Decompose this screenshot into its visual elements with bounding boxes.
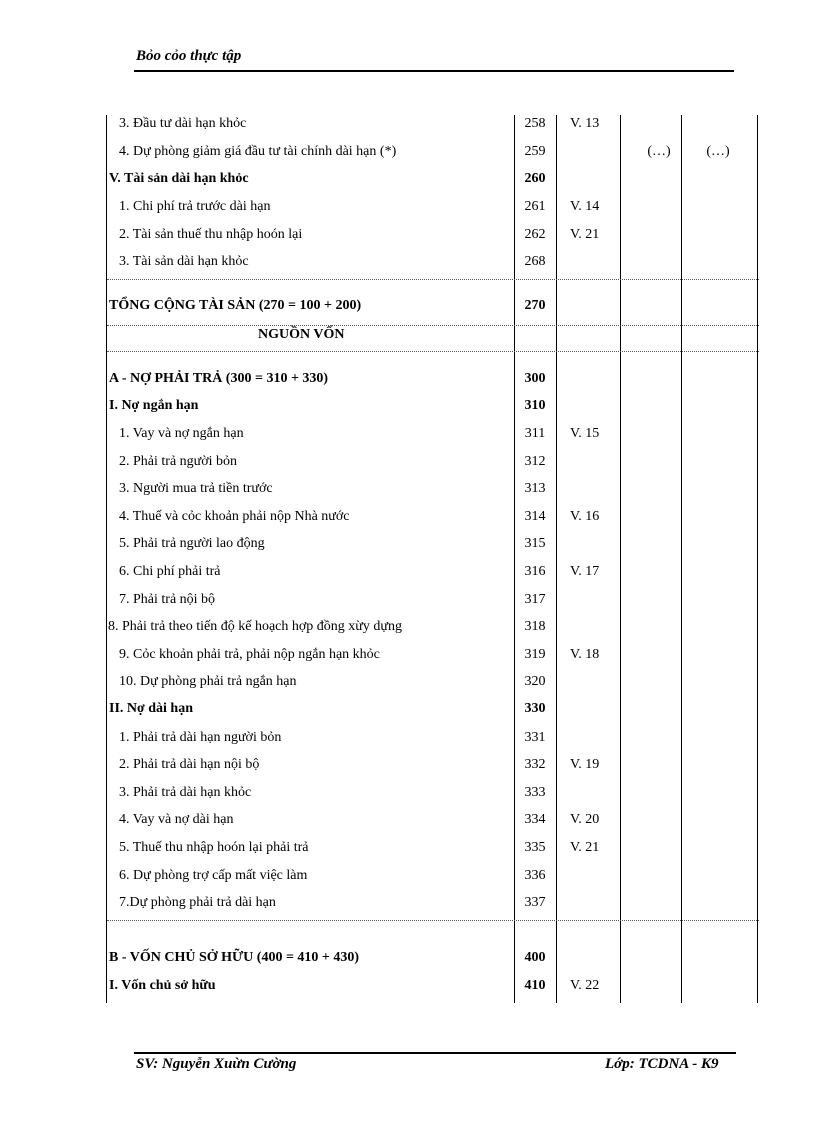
item-note: V. 17 bbox=[570, 564, 600, 579]
item-name: 3. Người mua trả tiền trước bbox=[119, 481, 273, 496]
item-code: 261 bbox=[524, 199, 546, 214]
item-name: 6. Dự phòng trợ cấp mất việc làm bbox=[119, 868, 308, 883]
item-note: V. 19 bbox=[570, 757, 600, 772]
table-row bbox=[0, 837, 816, 859]
item-code: 312 bbox=[524, 454, 546, 469]
section-heading: NGUỒN VỐN bbox=[258, 327, 345, 342]
item-code: 313 bbox=[524, 481, 546, 496]
item-code: 260 bbox=[524, 171, 546, 186]
item-code: 270 bbox=[524, 298, 546, 313]
table-row bbox=[0, 113, 816, 135]
item-name: B - VỐN CHỦ SỞ HỮU (400 = 410 + 430) bbox=[109, 950, 360, 965]
item-name: 3. Tài sản dài hạn khỏc bbox=[119, 254, 249, 269]
table-row bbox=[0, 395, 816, 417]
table-row bbox=[0, 533, 816, 555]
item-name: TỔNG CỘNG TÀI SẢN (270 = 100 + 200) bbox=[109, 298, 362, 313]
item-code: 315 bbox=[524, 536, 546, 551]
item-name: 4. Dự phòng giảm giá đầu tư tài chính dài hạn (*) bbox=[119, 144, 397, 159]
item-code: 319 bbox=[524, 647, 546, 662]
item-name: 4. Vay và nợ dài hạn bbox=[119, 812, 234, 827]
item-name: 8. Phải trả theo tiến độ kế hoạch hợp đồng xừy dựng bbox=[108, 619, 402, 634]
table-row bbox=[0, 251, 816, 273]
item-code: 258 bbox=[524, 116, 546, 131]
item-code: 410 bbox=[524, 978, 546, 993]
item-code: 262 bbox=[524, 227, 546, 242]
item-note: V. 16 bbox=[570, 509, 600, 524]
table-row bbox=[0, 589, 816, 611]
table-row bbox=[0, 451, 816, 473]
item-code: 331 bbox=[524, 730, 546, 745]
item-name: 2. Tài sản thuế thu nhập hoón lại bbox=[119, 227, 303, 242]
table-row bbox=[0, 754, 816, 776]
item-code: 330 bbox=[524, 701, 546, 716]
item-name: I. Nợ ngắn hạn bbox=[109, 398, 199, 413]
item-code: 317 bbox=[524, 592, 546, 607]
header-divider bbox=[134, 70, 734, 72]
table-row bbox=[0, 168, 816, 190]
item-code: 314 bbox=[524, 509, 546, 524]
student-name: SV: Nguyễn Xuừn Cường bbox=[136, 1056, 297, 1072]
item-code: 336 bbox=[524, 868, 546, 883]
item-name: A - NỢ PHẢI TRẢ (300 = 310 + 330) bbox=[109, 371, 329, 386]
table-row bbox=[0, 947, 816, 969]
item-code: 332 bbox=[524, 757, 546, 772]
current-period-value: (…) bbox=[647, 144, 671, 159]
table-row bbox=[0, 865, 816, 887]
table-row bbox=[0, 196, 816, 218]
table-row bbox=[0, 727, 816, 749]
table-row bbox=[0, 295, 816, 317]
item-name: 1. Chi phí trả trước dài hạn bbox=[119, 199, 271, 214]
item-code: 333 bbox=[524, 785, 546, 800]
item-code: 300 bbox=[524, 371, 546, 386]
item-code: 310 bbox=[524, 398, 546, 413]
row-divider bbox=[107, 279, 759, 280]
item-note: V. 13 bbox=[570, 116, 600, 131]
item-code: 337 bbox=[524, 895, 546, 910]
footer-divider bbox=[134, 1052, 736, 1054]
table-row bbox=[0, 368, 816, 390]
item-code: 400 bbox=[524, 950, 546, 965]
table-row bbox=[0, 224, 816, 246]
table-row bbox=[0, 892, 816, 914]
item-code: 311 bbox=[524, 426, 546, 441]
item-name: 7.Dự phòng phải trả dài hạn bbox=[119, 895, 276, 910]
item-note: V. 21 bbox=[570, 840, 600, 855]
item-name: 5. Phải trả người lao động bbox=[119, 536, 265, 551]
item-name: 10. Dự phòng phải trả ngắn hạn bbox=[119, 674, 297, 689]
item-name: V. Tài sản dài hạn khỏc bbox=[109, 171, 249, 186]
table-row bbox=[0, 478, 816, 500]
row-divider bbox=[107, 920, 759, 921]
item-name: 1. Vay và nợ ngắn hạn bbox=[119, 426, 244, 441]
item-code: 259 bbox=[524, 144, 546, 159]
item-name: 6. Chi phí phải trả bbox=[119, 564, 221, 579]
table-row bbox=[0, 423, 816, 445]
item-name: 9. Cỏc khoản phải trả, phải nộp ngắn hạn khỏc bbox=[119, 647, 380, 662]
report-title: Bỏo cỏo thực tập bbox=[136, 48, 242, 64]
table-row bbox=[0, 698, 816, 720]
item-code: 335 bbox=[524, 840, 546, 855]
item-code: 318 bbox=[524, 619, 546, 634]
item-name: 5. Thuế thu nhập hoón lại phải trả bbox=[119, 840, 309, 855]
table-row bbox=[0, 975, 816, 997]
item-note: V. 18 bbox=[570, 647, 600, 662]
table-row bbox=[0, 782, 816, 804]
item-name: 3. Đầu tư dài hạn khỏc bbox=[119, 116, 247, 131]
item-code: 316 bbox=[524, 564, 546, 579]
item-name: 2. Phải trả người bỏn bbox=[119, 454, 238, 469]
item-code: 320 bbox=[524, 674, 546, 689]
table-row bbox=[0, 561, 816, 583]
item-note: V. 21 bbox=[570, 227, 600, 242]
table-row bbox=[0, 324, 816, 346]
table-row bbox=[0, 506, 816, 528]
item-note: V. 22 bbox=[570, 978, 600, 993]
table-row bbox=[0, 644, 816, 666]
item-note: V. 20 bbox=[570, 812, 600, 827]
item-name: 1. Phải trả dài hạn người bỏn bbox=[119, 730, 282, 745]
table-row bbox=[0, 616, 816, 638]
table-row bbox=[0, 141, 816, 163]
item-name: 2. Phải trả dài hạn nội bộ bbox=[119, 757, 260, 772]
item-note: V. 14 bbox=[570, 199, 600, 214]
item-name: 4. Thuế và cỏc khoản phải nộp Nhà nước bbox=[119, 509, 350, 524]
item-name: 3. Phải trả dài hạn khỏc bbox=[119, 785, 252, 800]
class-name: Lớp: TCDNA - K9 bbox=[605, 1056, 719, 1072]
table-row bbox=[0, 809, 816, 831]
item-code: 268 bbox=[524, 254, 546, 269]
item-note: V. 15 bbox=[570, 426, 600, 441]
item-code: 334 bbox=[524, 812, 546, 827]
row-divider bbox=[107, 351, 759, 352]
item-name: I. Vốn chủ sở hữu bbox=[109, 978, 216, 993]
item-name: II. Nợ dài hạn bbox=[109, 701, 194, 716]
item-name: 7. Phải trả nội bộ bbox=[119, 592, 216, 607]
previous-period-value: (…) bbox=[706, 144, 730, 159]
table-row bbox=[0, 671, 816, 693]
